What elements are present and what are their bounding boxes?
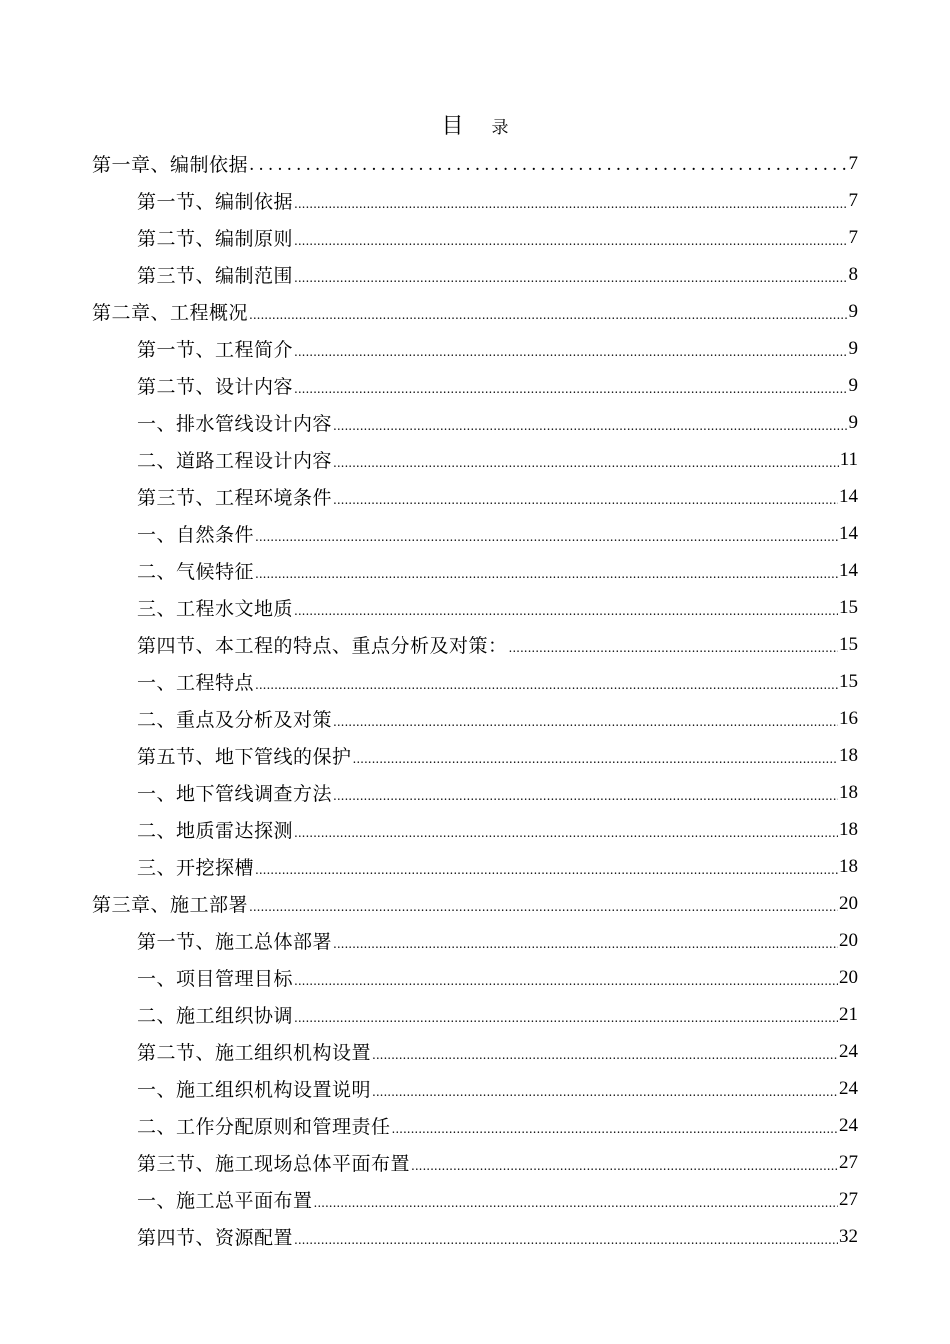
toc-page-number: 27 xyxy=(839,1188,858,1210)
toc-entry-label: 第二节、编制原则 xyxy=(137,228,294,250)
toc-chapter-entry[interactable] xyxy=(92,885,858,922)
toc-entry-label: 第四节、本工程的特点、重点分析及对策： xyxy=(137,635,508,657)
toc-page-number: 20 xyxy=(839,892,858,914)
toc-entry-label: 一、施工总平面布置 xyxy=(137,1190,313,1212)
toc-dot-leader xyxy=(249,894,838,914)
toc-page-number: 18 xyxy=(839,744,858,766)
toc-section-entry[interactable] xyxy=(137,996,858,1033)
toc-entry-label: 第三节、编制范围 xyxy=(137,265,294,287)
toc-section-entry[interactable] xyxy=(137,404,858,441)
toc-section-entry[interactable] xyxy=(137,1144,858,1181)
toc-entry-label: 一、施工组织机构设置说明 xyxy=(137,1079,372,1101)
toc-section-entry[interactable] xyxy=(137,774,858,811)
toc-dot-leader xyxy=(294,339,847,359)
toc-section-entry[interactable] xyxy=(137,959,858,996)
toc-dot-leader xyxy=(294,1005,838,1025)
toc-dot-leader xyxy=(255,672,838,692)
toc-dot-leader xyxy=(353,746,838,766)
toc-entry-label: 第二节、设计内容 xyxy=(137,376,294,398)
toc-page-number: 9 xyxy=(848,337,858,359)
toc-page-number: 8 xyxy=(848,263,858,285)
toc-section-entry[interactable] xyxy=(137,663,858,700)
toc-entry-label: 二、工作分配原则和管理责任 xyxy=(137,1116,391,1138)
toc-entry-label: 第五节、地下管线的保护 xyxy=(137,746,352,768)
toc-dot-leader xyxy=(255,524,838,544)
toc-section-entry[interactable] xyxy=(137,478,858,515)
toc-dot-leader xyxy=(509,635,838,655)
toc-dot-leader xyxy=(294,820,838,840)
toc-entry-label: 第二章、工程概况 xyxy=(92,302,249,324)
toc-entry-label: 一、自然条件 xyxy=(137,524,255,546)
toc-dot-leader xyxy=(392,1116,838,1136)
toc-entry-label: 二、地质雷达探测 xyxy=(137,820,294,842)
toc-section-entry[interactable] xyxy=(137,1181,858,1218)
toc-entry-label: 第四节、资源配置 xyxy=(137,1227,294,1249)
toc-title-char-2: 录 xyxy=(491,118,509,138)
toc-entry-label: 二、重点及分析及对策 xyxy=(137,709,333,731)
toc-page-number: 18 xyxy=(839,818,858,840)
toc-page-number: 21 xyxy=(839,1003,858,1025)
toc-section-entry[interactable] xyxy=(137,330,858,367)
toc-section-entry[interactable] xyxy=(137,256,858,293)
toc-section-entry[interactable] xyxy=(137,626,858,663)
toc-chapter-entry[interactable] xyxy=(92,145,858,182)
toc-page-number: 27 xyxy=(839,1151,858,1173)
toc-page-number: 9 xyxy=(848,374,858,396)
toc-entry-label: 第一章、编制依据 xyxy=(92,154,249,176)
toc-entry-label: 一、工程特点 xyxy=(137,672,255,694)
toc-dot-leader xyxy=(294,598,838,618)
toc-section-entry[interactable] xyxy=(137,1033,858,1070)
toc-dot-leader xyxy=(333,450,839,470)
toc-dot-leader xyxy=(372,1079,838,1099)
toc-page-number: 16 xyxy=(839,707,858,729)
toc-section-entry[interactable] xyxy=(137,515,858,552)
toc-entry-label: 一、地下管线调查方法 xyxy=(137,783,333,805)
toc-entry-label: 二、施工组织协调 xyxy=(137,1005,294,1027)
toc-section-entry[interactable] xyxy=(137,700,858,737)
toc-title-char-1: 目 xyxy=(441,114,464,139)
toc-section-entry[interactable] xyxy=(137,1218,858,1255)
toc-page-number: 7 xyxy=(848,226,858,248)
toc-section-entry[interactable] xyxy=(137,182,858,219)
toc-section-entry[interactable] xyxy=(137,811,858,848)
toc-section-entry[interactable] xyxy=(137,848,858,885)
toc-dot-leader xyxy=(333,931,838,951)
toc-page-number: 18 xyxy=(839,855,858,877)
toc-page-number: 24 xyxy=(839,1114,858,1136)
toc-section-entry[interactable] xyxy=(137,552,858,589)
toc-page-number: 15 xyxy=(839,670,858,692)
toc-section-entry[interactable] xyxy=(137,219,858,256)
toc-entry-label: 三、开挖探槽 xyxy=(137,857,255,879)
toc-entry-label: 一、项目管理目标 xyxy=(137,968,294,990)
toc-dot-leader xyxy=(249,302,847,322)
toc-page-number: 24 xyxy=(839,1040,858,1062)
toc-page-number: 9 xyxy=(848,300,858,322)
toc-section-entry[interactable] xyxy=(137,922,858,959)
toc-dot-leader xyxy=(294,191,847,211)
toc-section-entry[interactable] xyxy=(137,1107,858,1144)
toc-dot-leader xyxy=(294,968,838,988)
toc-entry-label: 第二节、施工组织机构设置 xyxy=(137,1042,372,1064)
toc-page-number: 15 xyxy=(839,633,858,655)
toc-entry-label: 二、气候特征 xyxy=(137,561,255,583)
toc-entry-label: 第三节、施工现场总体平面布置 xyxy=(137,1153,411,1175)
toc-entry-label: 第一节、施工总体部署 xyxy=(137,931,333,953)
toc-page-number: 24 xyxy=(839,1077,858,1099)
toc-dot-leader xyxy=(333,783,838,803)
toc-section-entry[interactable] xyxy=(137,367,858,404)
toc-chapter-entry[interactable] xyxy=(92,293,858,330)
toc-page-number: 7 xyxy=(848,152,858,174)
toc-dot-leader xyxy=(255,561,838,581)
toc-dot-leader xyxy=(333,709,838,729)
toc-dot-leader xyxy=(372,1042,838,1062)
toc-dot-leader xyxy=(314,1190,838,1210)
toc-dot-leader xyxy=(255,857,838,877)
toc-page-number: 14 xyxy=(839,522,858,544)
toc-dot-leader xyxy=(294,376,847,396)
toc-page-number: 20 xyxy=(839,966,858,988)
toc-page-number: 32 xyxy=(839,1225,858,1247)
toc-entry-label: 第一节、工程简介 xyxy=(137,339,294,361)
toc-entry-label: 第三章、施工部署 xyxy=(92,894,249,916)
toc-page-number: 9 xyxy=(848,411,858,433)
toc-page-number: 14 xyxy=(839,485,858,507)
toc-dot-leader xyxy=(333,487,838,507)
toc-section-entry[interactable] xyxy=(137,589,858,626)
toc-page-number: 18 xyxy=(839,781,858,803)
toc-entry-label: 二、道路工程设计内容 xyxy=(137,450,333,472)
toc-dot-leader xyxy=(294,228,847,248)
toc-section-entry[interactable] xyxy=(137,1070,858,1107)
toc-page-number: 14 xyxy=(839,559,858,581)
toc-page-number: 20 xyxy=(839,929,858,951)
toc-dot-leader xyxy=(249,154,847,174)
toc-entry-label: 第一节、编制依据 xyxy=(137,191,294,213)
toc-section-entry[interactable] xyxy=(137,737,858,774)
toc-entry-label: 三、工程水文地质 xyxy=(137,598,294,620)
toc-entry-label: 一、排水管线设计内容 xyxy=(137,413,333,435)
toc-entry-label: 第三节、工程环境条件 xyxy=(137,487,333,509)
toc-dot-leader xyxy=(294,265,847,285)
toc-page-number: 7 xyxy=(848,189,858,211)
toc-title xyxy=(0,112,950,143)
toc-section-entry[interactable] xyxy=(137,441,858,478)
toc-dot-leader xyxy=(294,1227,838,1247)
toc-dot-leader xyxy=(411,1153,838,1173)
toc-page-number: 11 xyxy=(839,448,858,470)
toc-dot-leader xyxy=(333,413,847,433)
toc-page-number: 15 xyxy=(839,596,858,618)
